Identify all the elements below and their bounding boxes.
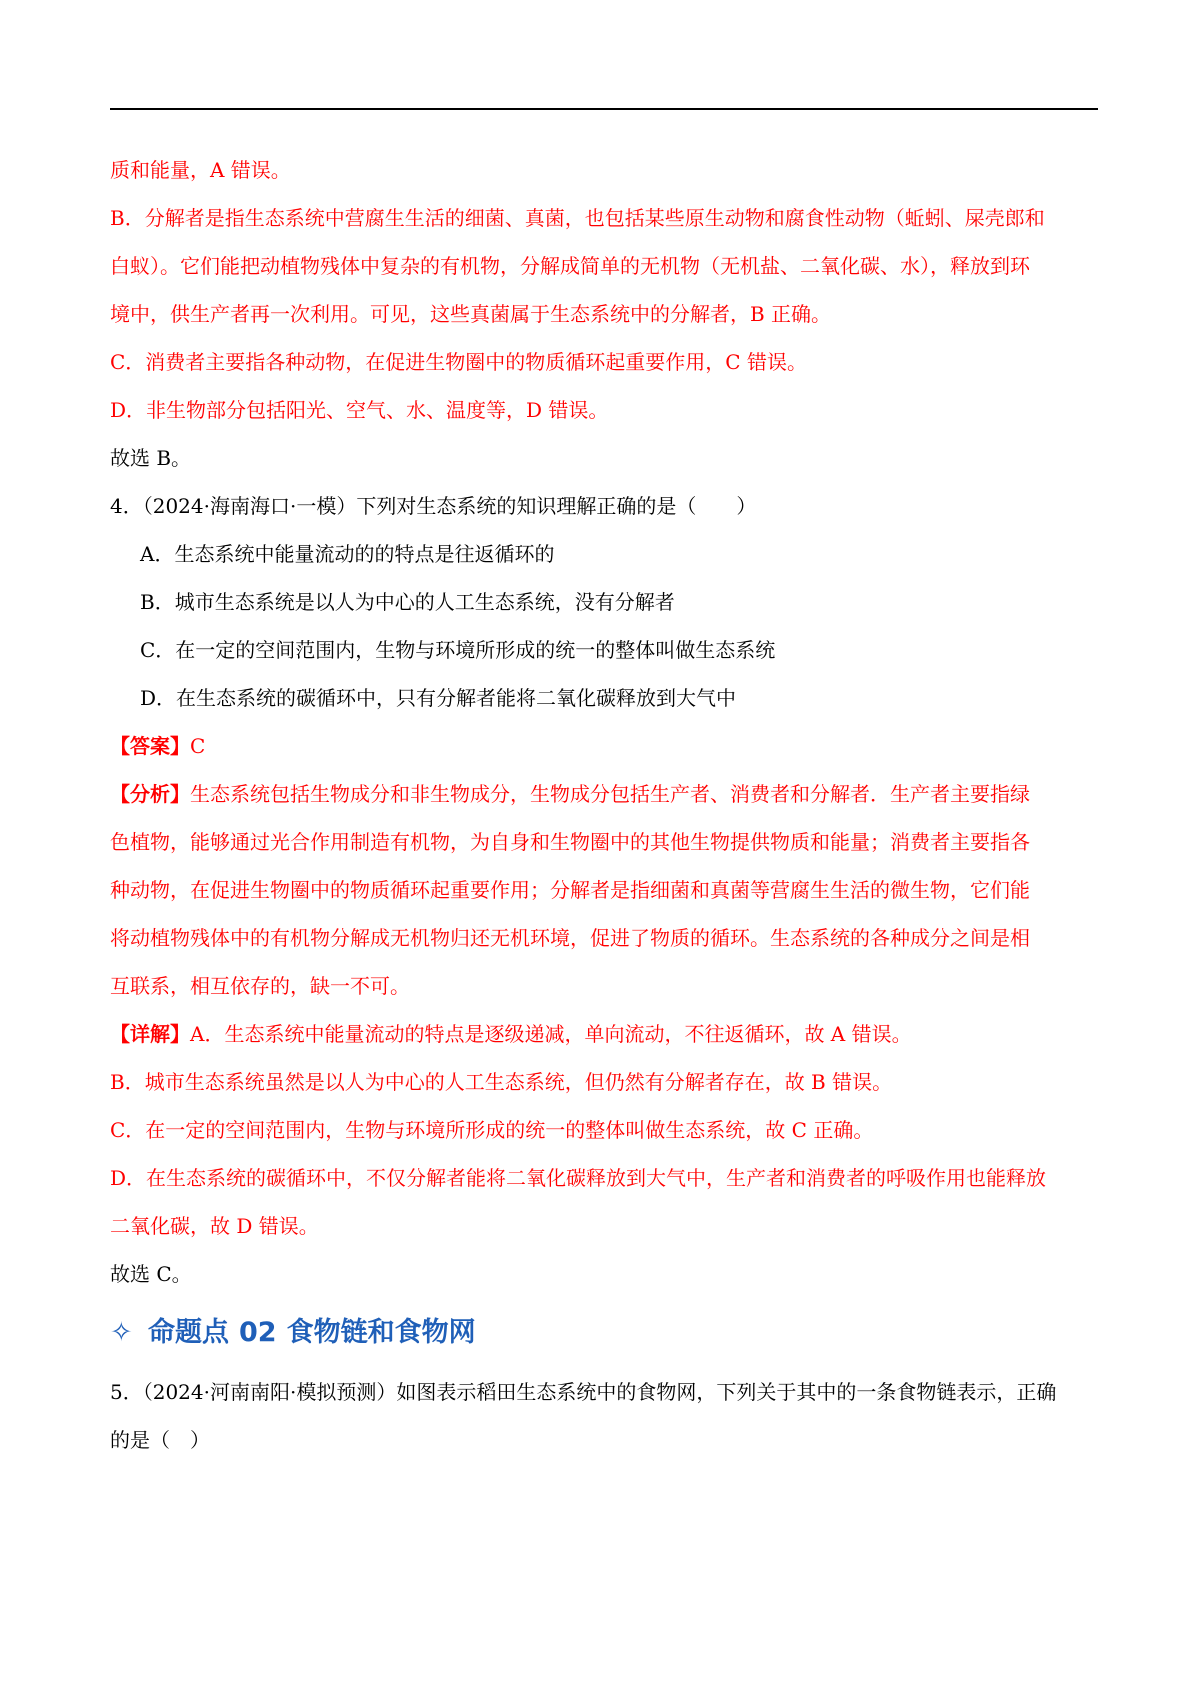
q4-detail-line [110, 1022, 1100, 1046]
prev-answer-line: 白蚁）。它们能把动植物残体中复杂的有机物，分解成简单的无机物（无机盐、二氧化碳、水），释放到环 [110, 254, 1030, 278]
q4-option-c: C．在一定的空间范围内，生物与环境所形成的统一的整体叫做生态系统 [140, 638, 776, 662]
q4-answer [110, 734, 1100, 758]
q4-analysis-line: 色植物，能够通过光合作用制造有机物，为自身和生物圈中的其他生物提供物质和能量；消费者主要指各 [110, 830, 1030, 854]
detail-text: A．生态系统中能量流动的特点是逐级递减，单向流动，不往返循环，故 A 错误。 [190, 1022, 912, 1046]
q4-analysis-line: 种动物，在促进生物圈中的物质循环起重要作用；分解者是指细菌和真菌等营腐生生活的微生物，它们能 [110, 878, 1030, 902]
prev-conclusion: 故选 B。 [110, 446, 192, 470]
q4-stem: 4．（2024·海南海口·一模）下列对生态系统的知识理解正确的是（ ） [110, 494, 757, 518]
header-rule [110, 108, 1098, 110]
prev-answer-line: C．消费者主要指各种动物，在促进生物圈中的物质循环起重要作用，C 错误。 [110, 350, 807, 374]
answer-tag: 【答案】 [110, 734, 190, 758]
analysis-tag: 【分析】 [110, 782, 190, 806]
prev-answer-line: D．非生物部分包括阳光、空气、水、温度等，D 错误。 [110, 398, 609, 422]
q5-stem-line: 的是（ ） [110, 1428, 210, 1452]
q4-option-a: A．生态系统中能量流动的的特点是往返循环的 [140, 542, 555, 566]
q4-detail-line: B．城市生态系统虽然是以人为中心的人工生态系统，但仍然有分解者存在，故 B 错误。 [110, 1070, 893, 1094]
detail-tag: 【详解】 [110, 1022, 190, 1046]
q4-detail-line: C．在一定的空间范围内，生物与环境所形成的统一的整体叫做生态系统，故 C 正确。 [110, 1118, 874, 1142]
q4-detail-line: 二氧化碳，故 D 错误。 [110, 1214, 319, 1238]
sparkle-icon: ✧ [110, 1317, 133, 1348]
q5-stem-line: 5．（2024·河南南阳·模拟预测）如图表示稻田生态系统中的食物网，下列关于其中的一条食物链表示，正确 [110, 1380, 1057, 1404]
q4-analysis-line [110, 782, 1100, 806]
analysis-text: 生态系统包括生物成分和非生物成分，生物成分包括生产者、消费者和分解者．生产者主要指绿 [190, 782, 1030, 806]
answer-value: C [190, 734, 206, 758]
section-label: 命题点 [148, 1317, 229, 1348]
prev-answer-line: 境中，供生产者再一次利用。可见，这些真菌属于生态系统中的分解者，B 正确。 [110, 302, 832, 326]
q4-conclusion: 故选 C。 [110, 1262, 192, 1286]
section-heading [110, 1316, 476, 1350]
q4-analysis-line: 将动植物残体中的有机物分解成无机物归还无机环境，促进了物质的循环。生态系统的各种成分之间是相 [110, 926, 1030, 950]
section-number: 02 [239, 1317, 277, 1348]
prev-answer-line: B．分解者是指生态系统中营腐生生活的细菌、真菌，也包括某些原生动物和腐食性动物（蚯蚓、屎壳郎和 [110, 206, 1045, 230]
q4-detail-line: D．在生态系统的碳循环中，不仅分解者能将二氧化碳释放到大气中，生产者和消费者的呼吸作用也能释放 [110, 1166, 1047, 1190]
q4-option-b: B．城市生态系统是以人为中心的人工生态系统，没有分解者 [140, 590, 675, 614]
q4-option-d: D．在生态系统的碳循环中，只有分解者能将二氧化碳释放到大气中 [140, 686, 737, 710]
section-title: 食物链和食物网 [286, 1317, 476, 1348]
q4-analysis-line: 互联系，相互依存的，缺一不可。 [110, 974, 410, 998]
prev-answer-line: 质和能量，A 错误。 [110, 158, 291, 182]
